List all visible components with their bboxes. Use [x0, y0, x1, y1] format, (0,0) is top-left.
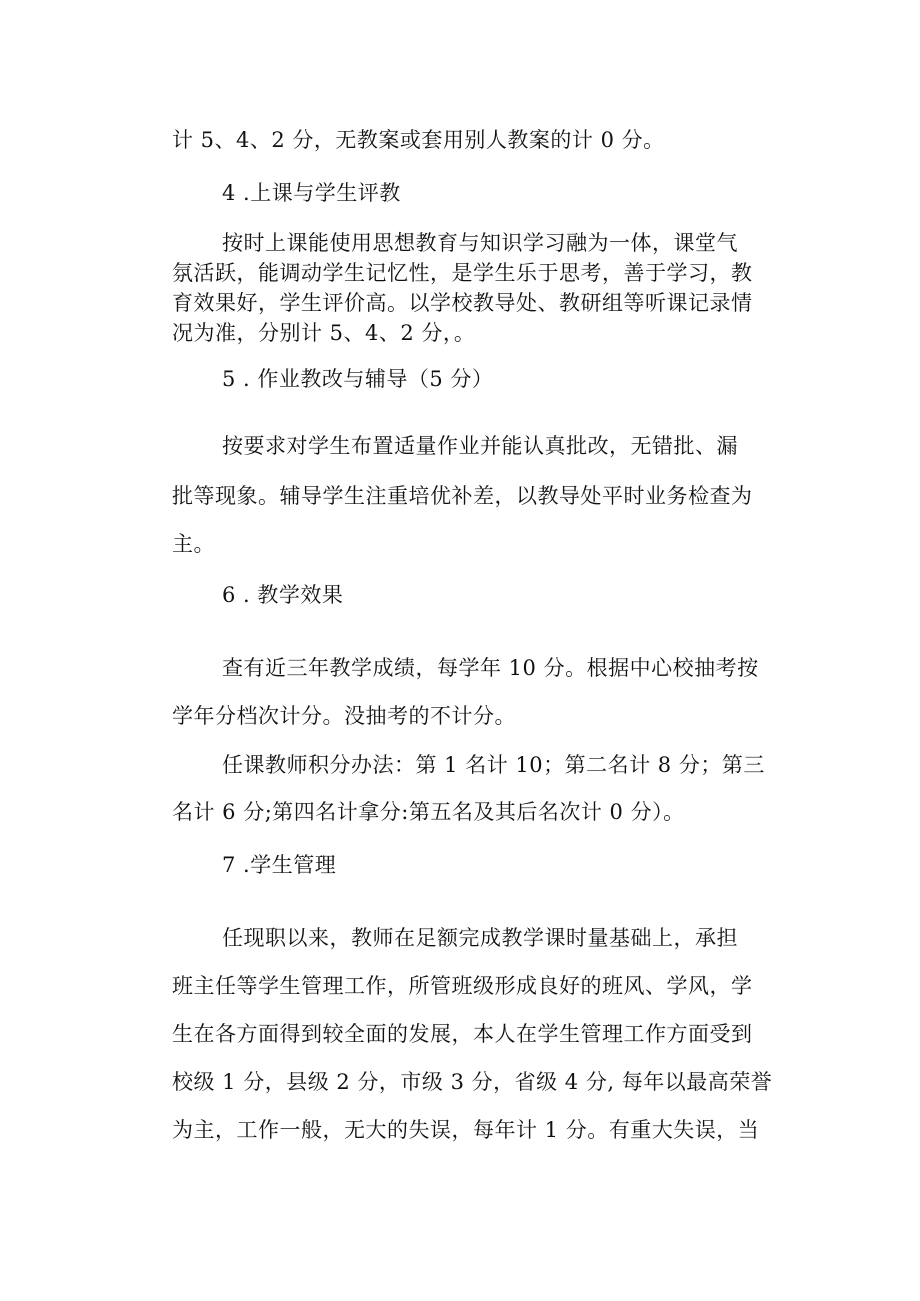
- text-line: 查有近三年教学成绩，每学年 10 分。根据中心校抽考按: [222, 656, 759, 680]
- text-line: 按时上课能使用思想教育与知识学习融为一体，课堂气: [222, 231, 738, 255]
- text-line: 育效果好，学生评价高。以学校教导处、教研组等听课记录情: [172, 291, 753, 315]
- section-heading-5: 5 . 作业教改与辅导（5 分）: [222, 367, 494, 391]
- text-line: 任现职以来，教师在足额完成教学课时量基础上，承担: [222, 926, 738, 950]
- text-line: 为主，工作一般，无大的失误，每年计 1 分。有重大失误，当: [172, 1118, 760, 1142]
- text-line: 校级 1 分，县级 2 分，市级 3 分，省级 4 分, 每年以最高荣誉: [172, 1070, 773, 1094]
- text-line: 批等现象。辅导学生注重培优补差，以教导处平时业务检查为: [172, 484, 753, 508]
- text-line: 计 5、4、2 分，无教案或套用别人教案的计 0 分。: [172, 128, 665, 152]
- text-line: 任课教师积分办法：第 1 名计 10；第二名计 8 分；第三: [222, 753, 765, 777]
- text-line: 学年分档次计分。没抽考的不计分。: [172, 704, 516, 728]
- section-heading-4: 4 .上课与学生评教: [222, 181, 401, 205]
- section-heading-7: 7 .学生管理: [222, 853, 337, 877]
- text-line: 生在各方面得到较全面的发展，本人在学生管理工作方面受到: [172, 1022, 753, 1046]
- text-line: 按要求对学生布置适量作业并能认真批改，无错批、漏: [222, 434, 738, 458]
- text-line: 主。: [172, 532, 215, 556]
- text-line: 班主任等学生管理工作，所管班级形成良好的班风、学风，学: [172, 974, 753, 998]
- text-line: 名计 6 分;第四名计拿分:第五名及其后名次计 0 分）。: [172, 800, 685, 824]
- text-line: 况为准，分别计 5、4、2 分，。: [172, 321, 476, 345]
- section-heading-6: 6 . 教学效果: [222, 583, 344, 607]
- text-line: 氛活跃，能调动学生记忆性，是学生乐于思考，善于学习，教: [172, 261, 753, 285]
